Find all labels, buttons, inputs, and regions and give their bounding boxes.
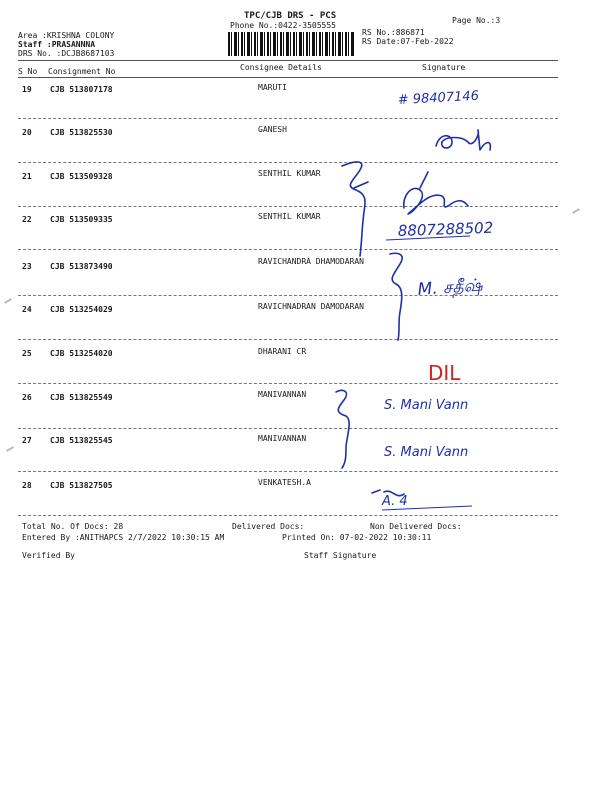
column-header-consignment: Consignment No xyxy=(48,67,116,76)
row-consignment: CJB 513825545 xyxy=(50,436,113,445)
row-consignee: SENTHIL KUMAR xyxy=(258,212,321,221)
row-sno: 20 xyxy=(22,128,32,137)
handwritten-signature: # 98407146 xyxy=(397,88,480,108)
row-divider xyxy=(18,339,558,340)
row-divider xyxy=(18,206,558,207)
row-consignment: CJB 513509335 xyxy=(50,215,113,224)
row-sno: 27 xyxy=(22,436,32,445)
area-label: Area :KRISHNA COLONY xyxy=(18,31,115,40)
column-header-sno: S No xyxy=(18,67,38,76)
verified-by: Verified By xyxy=(22,551,75,560)
document-title: TPC/CJB DRS - PCS xyxy=(244,11,337,21)
row-divider xyxy=(18,162,558,163)
handwritten-signature: M. சதீஷ் xyxy=(416,275,484,300)
rs-number: RS No.:886871 xyxy=(362,28,425,37)
brace-mark xyxy=(390,253,402,340)
row-divider xyxy=(18,295,558,296)
row-consignment: CJB 513827505 xyxy=(50,481,113,490)
handwritten-signature: S. Mani Vann xyxy=(384,398,469,413)
row-sno: 19 xyxy=(22,85,32,94)
row-consignee: GANESH xyxy=(258,125,287,134)
row-sno: 26 xyxy=(22,393,32,402)
staff-label: Staff :PRASANNNA xyxy=(18,40,96,49)
row-divider xyxy=(18,249,558,250)
brace-mark xyxy=(354,182,368,188)
page-number: Page No.:3 xyxy=(452,16,501,25)
phone-number: Phone No.:0422-3505555 xyxy=(230,21,336,30)
row-consignee: MANIVANNAN xyxy=(258,434,307,443)
row-divider xyxy=(18,515,558,516)
column-header-consignee: Consignee Details xyxy=(240,63,322,72)
brace-mark xyxy=(342,162,365,256)
row-consignment: CJB 513825549 xyxy=(50,393,113,402)
scan-mark xyxy=(4,298,12,304)
row-consignment: CJB 513254029 xyxy=(50,305,113,314)
row-consignment: CJB 513509328 xyxy=(50,172,113,181)
header-divider xyxy=(18,60,558,61)
handwritten-signature: A. 4 xyxy=(382,494,408,509)
signature-scribble xyxy=(404,172,468,214)
total-docs: Total No. Of Docs: 28 xyxy=(22,522,124,531)
scan-mark xyxy=(572,208,580,214)
signature-scribble xyxy=(372,490,404,496)
row-sno: 21 xyxy=(22,172,32,181)
column-header-signature: Signature xyxy=(422,63,466,72)
rs-date: RS Date:07-Feb-2022 xyxy=(362,37,454,46)
printed-on: Printed On: 07-02-2022 10:30:11 xyxy=(282,533,432,542)
scan-mark xyxy=(6,446,14,452)
row-sno: 23 xyxy=(22,262,32,271)
row-consignment: CJB 513807178 xyxy=(50,85,113,94)
handwritten-signature: S. Mani Vann xyxy=(384,445,469,460)
row-sno: 25 xyxy=(22,349,32,358)
row-consignee: RAVICHNADRAN DAMODARAN xyxy=(258,302,364,311)
row-consignee: MARUTI xyxy=(258,83,287,92)
drs-number: DRS No. :DCJB8687103 xyxy=(18,49,115,58)
row-consignee: VENKATESH.A xyxy=(258,478,311,487)
ink-underline xyxy=(382,506,472,510)
row-consignee: SENTHIL KUMAR xyxy=(258,169,321,178)
signature-scribble xyxy=(436,130,490,150)
columns-divider xyxy=(18,77,558,78)
row-sno: 22 xyxy=(22,215,32,224)
row-divider xyxy=(18,118,558,119)
barcode xyxy=(228,32,354,56)
row-consignee: MANIVANNAN xyxy=(258,390,307,399)
row-divider xyxy=(18,428,558,429)
row-consignee: DHARANI CR xyxy=(258,347,307,356)
row-divider xyxy=(18,471,558,472)
delivered-docs: Delivered Docs: xyxy=(232,522,305,531)
row-sno: 28 xyxy=(22,481,32,490)
row-consignment: CJB 513825530 xyxy=(50,128,113,137)
row-consignment: CJB 513254020 xyxy=(50,349,113,358)
row-sno: 24 xyxy=(22,305,32,314)
row-consignee: RAVICHANDRA DHAMODARAN xyxy=(258,257,364,266)
handwritten-phone: 8807288502 xyxy=(397,218,494,240)
non-delivered-docs: Non Delivered Docs: xyxy=(370,522,462,531)
staff-signature-label: Staff Signature xyxy=(304,551,377,560)
row-divider xyxy=(18,383,558,384)
handwritten-dil: DIL xyxy=(428,361,461,385)
brace-mark xyxy=(336,390,349,468)
ink-underline xyxy=(386,236,470,240)
entered-by: Entered By :ANITHAPCS 2/7/2022 10:30:15 AM xyxy=(22,533,225,542)
row-consignment: CJB 513873490 xyxy=(50,262,113,271)
